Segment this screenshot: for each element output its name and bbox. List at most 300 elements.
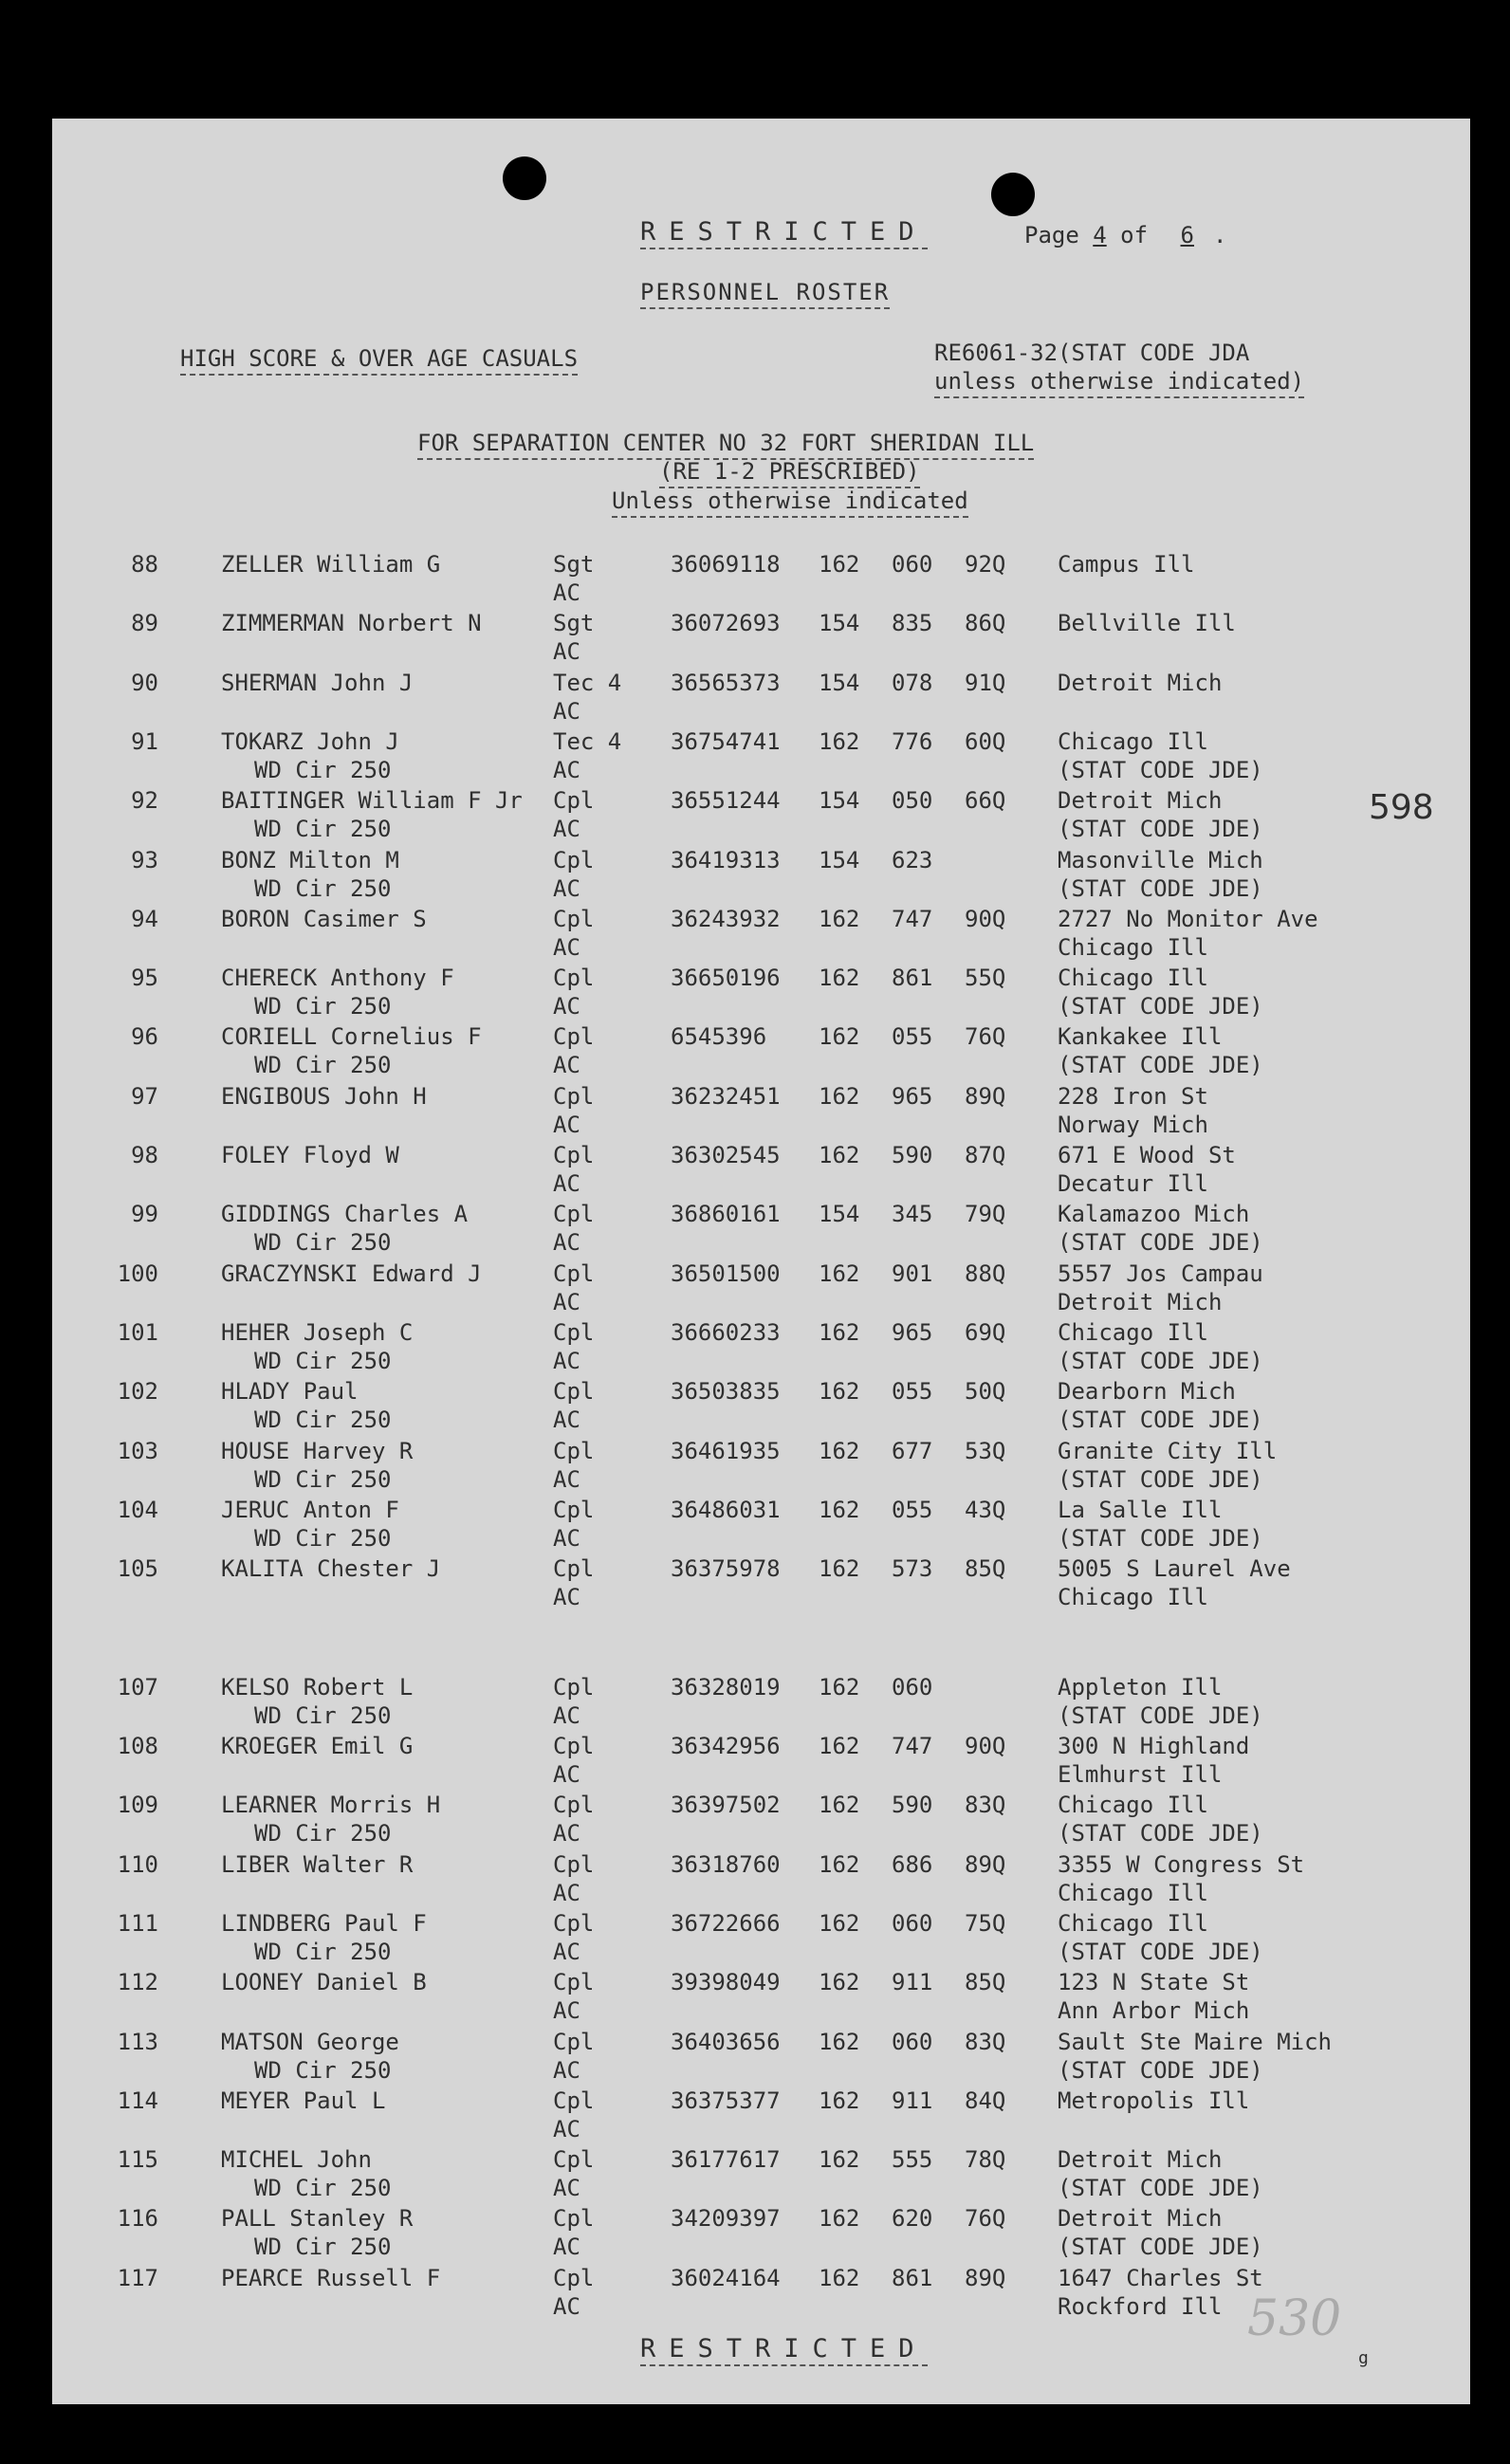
cell-serial: 36375377 bbox=[671, 2087, 781, 2114]
table-row bbox=[52, 1791, 1470, 1849]
cell-addr1: 300 N Highland bbox=[1058, 1733, 1250, 1759]
cell-num: 93 bbox=[131, 846, 158, 873]
cell-c1: 154 bbox=[819, 669, 860, 696]
table-row bbox=[52, 1318, 1470, 1377]
cell-c3: 85Q bbox=[965, 1555, 1006, 1583]
cell-c3: 89Q bbox=[965, 1850, 1006, 1878]
cell-rank: Cpl bbox=[553, 2264, 595, 2291]
table-row bbox=[52, 1377, 1470, 1436]
cell-serial: 36177617 bbox=[671, 2146, 781, 2174]
cell-serial: 36660233 bbox=[671, 1318, 781, 1346]
cell-addr2: (STAT CODE JDE) bbox=[1058, 874, 1263, 902]
cell-name: HOUSE Harvey R bbox=[221, 1437, 414, 1464]
cell-num: 99 bbox=[131, 1201, 158, 1228]
cell-name: LOONEY Daniel B bbox=[221, 1969, 427, 1996]
cell-c1: 162 bbox=[819, 1318, 860, 1346]
cell-name: LIBER Walter R bbox=[221, 1850, 414, 1878]
cell-addr1: 1647 Charles St bbox=[1058, 2264, 1263, 2291]
cell-addr2: Rockford Ill bbox=[1058, 2292, 1223, 2320]
cell-c2: 835 bbox=[892, 610, 933, 637]
cell-addr1: 5557 Jos Campau bbox=[1058, 1260, 1263, 1287]
cell-name: JERUC Anton F bbox=[221, 1496, 399, 1523]
cell-addr1: Chicago Ill bbox=[1058, 1909, 1208, 1937]
cell-name: PEARCE Russell F bbox=[221, 2264, 441, 2291]
cell-num: 108 bbox=[117, 1733, 158, 1759]
cell-branch: AC bbox=[553, 993, 580, 1021]
cell-rank: Cpl bbox=[553, 1023, 595, 1051]
cell-c1: 162 bbox=[819, 1023, 860, 1051]
cell-c1: 162 bbox=[819, 1378, 860, 1406]
cell-sub: WD Cir 250 bbox=[254, 1052, 392, 1079]
cell-rank: Cpl bbox=[553, 965, 595, 992]
cell-c1: 154 bbox=[819, 1201, 860, 1228]
cell-branch: AC bbox=[553, 2175, 580, 2202]
cell-rank: Sgt bbox=[553, 551, 595, 578]
cell-addr1: Kalamazoo Mich bbox=[1058, 1201, 1250, 1228]
cell-addr2: Chicago Ill bbox=[1058, 933, 1208, 961]
cell-c3: 83Q bbox=[965, 2028, 1006, 2055]
cell-rank: Cpl bbox=[553, 1555, 595, 1583]
table-row bbox=[52, 1732, 1470, 1791]
cell-branch: AC bbox=[553, 1170, 580, 1197]
cell-num: 107 bbox=[117, 1673, 158, 1701]
cell-addr1: 228 Iron St bbox=[1058, 1082, 1208, 1110]
cell-num: 105 bbox=[117, 1555, 158, 1583]
cell-addr2: (STAT CODE JDE) bbox=[1058, 1938, 1263, 1965]
cell-num: 104 bbox=[117, 1496, 158, 1523]
cell-addr2: (STAT CODE JDE) bbox=[1058, 1820, 1263, 1848]
cell-c3: 92Q bbox=[965, 551, 1006, 578]
cell-branch: AC bbox=[553, 2115, 580, 2142]
table-row bbox=[52, 786, 1470, 845]
cell-c3: 66Q bbox=[965, 787, 1006, 815]
cell-serial: 6545396 bbox=[671, 1023, 767, 1051]
table-row bbox=[52, 2145, 1470, 2204]
cell-addr2: Detroit Mich bbox=[1058, 1288, 1223, 1315]
cell-serial: 36302545 bbox=[671, 1142, 781, 1168]
cell-c2: 555 bbox=[892, 2146, 933, 2174]
cell-name: ZIMMERMAN Norbert N bbox=[221, 610, 482, 637]
cell-addr1: 123 N State St bbox=[1058, 1969, 1250, 1996]
cell-branch: AC bbox=[553, 1584, 580, 1611]
cell-rank: Cpl bbox=[553, 1378, 595, 1406]
cell-c3: 78Q bbox=[965, 2146, 1006, 2174]
roster-sheet bbox=[52, 119, 1470, 2404]
cell-rank: Cpl bbox=[553, 2146, 595, 2174]
cell-addr1: 3355 W Congress St bbox=[1058, 1850, 1305, 1878]
cell-addr1: 2727 No Monitor Ave bbox=[1058, 905, 1318, 932]
cell-rank: Cpl bbox=[553, 1201, 595, 1228]
cell-serial: 36375978 bbox=[671, 1555, 781, 1583]
cell-branch: AC bbox=[553, 1820, 580, 1848]
cell-addr1: Sault Ste Maire Mich bbox=[1058, 2028, 1332, 2055]
cell-c1: 162 bbox=[819, 1733, 860, 1759]
cell-c3: 84Q bbox=[965, 2087, 1006, 2114]
cell-c1: 162 bbox=[819, 1496, 860, 1523]
cell-addr2: (STAT CODE JDE) bbox=[1058, 2056, 1263, 2084]
cell-branch: AC bbox=[553, 1111, 580, 1138]
cell-addr2: Elmhurst Ill bbox=[1058, 1761, 1223, 1788]
cell-c3: 55Q bbox=[965, 965, 1006, 992]
cell-addr1: Detroit Mich bbox=[1058, 669, 1223, 696]
table-row bbox=[52, 2028, 1470, 2087]
cell-c1: 154 bbox=[819, 846, 860, 873]
cell-addr1: Detroit Mich bbox=[1058, 2146, 1223, 2174]
cell-branch: AC bbox=[553, 1288, 580, 1315]
cell-name: GRACZYNSKI Edward J bbox=[221, 1260, 482, 1287]
cell-c3: 69Q bbox=[965, 1318, 1006, 1346]
cell-rank: Cpl bbox=[553, 2028, 595, 2055]
side-page-number: 598 bbox=[1369, 788, 1434, 827]
roster-title: PERSONNEL ROSTER bbox=[640, 278, 890, 309]
cell-serial: 36318760 bbox=[671, 1850, 781, 1878]
cell-num: 95 bbox=[131, 965, 158, 992]
cell-c3: 60Q bbox=[965, 727, 1006, 755]
table-row bbox=[52, 1496, 1470, 1554]
cell-serial: 36565373 bbox=[671, 669, 781, 696]
cell-num: 90 bbox=[131, 669, 158, 696]
cell-c2: 861 bbox=[892, 965, 933, 992]
cell-addr2: (STAT CODE JDE) bbox=[1058, 1347, 1263, 1374]
cell-serial: 39398049 bbox=[671, 1969, 781, 1996]
cell-c3: 50Q bbox=[965, 1378, 1006, 1406]
cell-branch: AC bbox=[553, 1347, 580, 1374]
cell-serial: 36486031 bbox=[671, 1496, 781, 1523]
cell-addr1: La Salle Ill bbox=[1058, 1496, 1223, 1523]
cell-serial: 36419313 bbox=[671, 846, 781, 873]
cell-branch: AC bbox=[553, 1701, 580, 1729]
cell-branch: AC bbox=[553, 756, 580, 783]
cell-serial: 36860161 bbox=[671, 1201, 781, 1228]
cell-num: 91 bbox=[131, 727, 158, 755]
cell-c2: 677 bbox=[892, 1437, 933, 1464]
cell-num: 92 bbox=[131, 787, 158, 815]
cell-c2: 965 bbox=[892, 1318, 933, 1346]
cell-addr1: Chicago Ill bbox=[1058, 1318, 1208, 1346]
cell-addr1: Masonville Mich bbox=[1058, 846, 1263, 873]
cell-branch: AC bbox=[553, 1879, 580, 1906]
cell-num: 115 bbox=[117, 2146, 158, 2174]
cell-c2: 055 bbox=[892, 1378, 933, 1406]
cell-name: CHERECK Anthony F bbox=[221, 965, 454, 992]
cell-c3: 76Q bbox=[965, 1023, 1006, 1051]
table-row bbox=[52, 846, 1470, 905]
cell-sub: WD Cir 250 bbox=[254, 1820, 392, 1848]
cell-c2: 747 bbox=[892, 1733, 933, 1759]
cell-num: 112 bbox=[117, 1969, 158, 1996]
cell-name: ZELLER William G bbox=[221, 551, 441, 578]
cell-sub: WD Cir 250 bbox=[254, 1524, 392, 1552]
cell-serial: 36461935 bbox=[671, 1437, 781, 1464]
left-title: HIGH SCORE & OVER AGE CASUALS bbox=[180, 344, 578, 376]
center-line-3: Unless otherwise indicated bbox=[612, 487, 968, 518]
page-of: of bbox=[1120, 222, 1149, 248]
cell-name: KALITA Chester J bbox=[221, 1555, 441, 1583]
cell-c1: 162 bbox=[819, 1909, 860, 1937]
cell-num: 88 bbox=[131, 551, 158, 578]
table-row bbox=[52, 905, 1470, 964]
table-row bbox=[52, 669, 1470, 727]
cell-sub: WD Cir 250 bbox=[254, 1938, 392, 1965]
restricted-footer: RESTRICTED bbox=[640, 2335, 928, 2366]
cell-addr1: Appleton Ill bbox=[1058, 1673, 1223, 1701]
cell-serial: 36503835 bbox=[671, 1378, 781, 1406]
cell-name: FOLEY Floyd W bbox=[221, 1142, 399, 1168]
table-row bbox=[52, 1082, 1470, 1141]
cell-c2: 901 bbox=[892, 1260, 933, 1287]
cell-c1: 162 bbox=[819, 1082, 860, 1110]
cell-rank: Cpl bbox=[553, 1850, 595, 1878]
cell-addr1: Campus Ill bbox=[1058, 551, 1195, 578]
cell-c2: 623 bbox=[892, 846, 933, 873]
cell-name: MATSON George bbox=[221, 2028, 399, 2055]
cell-c3: 76Q bbox=[965, 2205, 1006, 2233]
cell-c2: 060 bbox=[892, 1909, 933, 1937]
cell-c1: 162 bbox=[819, 1969, 860, 1996]
cell-branch: AC bbox=[553, 874, 580, 902]
cell-branch: AC bbox=[553, 2234, 580, 2261]
cell-c2: 590 bbox=[892, 1142, 933, 1168]
cell-c2: 060 bbox=[892, 551, 933, 578]
cell-addr1: Detroit Mich bbox=[1058, 787, 1223, 815]
cell-c1: 162 bbox=[819, 1260, 860, 1287]
cell-serial: 36403656 bbox=[671, 2028, 781, 2055]
cell-c1: 162 bbox=[819, 905, 860, 932]
cell-name: MICHEL John bbox=[221, 2146, 372, 2174]
table-row bbox=[52, 1200, 1470, 1259]
cell-sub: WD Cir 250 bbox=[254, 874, 392, 902]
cell-rank: Tec 4 bbox=[553, 669, 622, 696]
cell-name: KELSO Robert L bbox=[221, 1673, 414, 1701]
cell-name: LEARNER Morris H bbox=[221, 1792, 441, 1819]
cell-addr2: (STAT CODE JDE) bbox=[1058, 1465, 1263, 1493]
cell-addr1: Bellville Ill bbox=[1058, 610, 1236, 637]
cell-rank: Cpl bbox=[553, 1142, 595, 1168]
cell-serial: 36501500 bbox=[671, 1260, 781, 1287]
cell-branch: AC bbox=[553, 2056, 580, 2084]
cell-c2: 911 bbox=[892, 1969, 933, 1996]
cell-serial: 36243932 bbox=[671, 905, 781, 932]
cell-sub: WD Cir 250 bbox=[254, 1701, 392, 1729]
cell-c2: 686 bbox=[892, 1850, 933, 1878]
cell-serial: 36342956 bbox=[671, 1733, 781, 1759]
cell-c3: 90Q bbox=[965, 1733, 1006, 1759]
cell-serial: 36072693 bbox=[671, 610, 781, 637]
cell-num: 96 bbox=[131, 1023, 158, 1051]
cell-sub: WD Cir 250 bbox=[254, 2056, 392, 2084]
cell-sub: WD Cir 250 bbox=[254, 756, 392, 783]
cell-addr2: (STAT CODE JDE) bbox=[1058, 1524, 1263, 1552]
cell-rank: Cpl bbox=[553, 787, 595, 815]
cell-c1: 162 bbox=[819, 965, 860, 992]
cell-num: 117 bbox=[117, 2264, 158, 2291]
cell-addr2: (STAT CODE JDE) bbox=[1058, 2175, 1263, 2202]
cell-rank: Cpl bbox=[553, 1082, 595, 1110]
code-line-2: unless otherwise indicated) bbox=[934, 367, 1304, 398]
cell-branch: AC bbox=[553, 1761, 580, 1788]
cell-addr2: Chicago Ill bbox=[1058, 1879, 1208, 1906]
cell-c1: 162 bbox=[819, 1555, 860, 1583]
cell-rank: Cpl bbox=[553, 1260, 595, 1287]
cell-name: SHERMAN John J bbox=[221, 669, 414, 696]
cell-addr2: Norway Mich bbox=[1058, 1111, 1208, 1138]
cell-num: 114 bbox=[117, 2087, 158, 2114]
cell-c2: 776 bbox=[892, 727, 933, 755]
cell-c2: 573 bbox=[892, 1555, 933, 1583]
cell-name: LINDBERG Paul F bbox=[221, 1909, 427, 1937]
cell-num: 102 bbox=[117, 1378, 158, 1406]
cell-serial: 36397502 bbox=[671, 1792, 781, 1819]
cell-c3: 86Q bbox=[965, 610, 1006, 637]
cell-c2: 590 bbox=[892, 1792, 933, 1819]
cell-name: HLADY Paul bbox=[221, 1378, 359, 1406]
cell-c3: 91Q bbox=[965, 669, 1006, 696]
cell-c3: 87Q bbox=[965, 1142, 1006, 1168]
table-row bbox=[52, 727, 1470, 786]
cell-branch: AC bbox=[553, 1407, 580, 1434]
cell-rank: Cpl bbox=[553, 846, 595, 873]
cell-c1: 162 bbox=[819, 727, 860, 755]
cell-c2: 345 bbox=[892, 1201, 933, 1228]
cell-num: 94 bbox=[131, 905, 158, 932]
cell-addr2: (STAT CODE JDE) bbox=[1058, 816, 1263, 843]
center-line-2: (RE 1-2 PRESCRIBED) bbox=[659, 457, 920, 488]
cell-addr1: Granite City Ill bbox=[1058, 1437, 1278, 1464]
page-number: 4 bbox=[1093, 222, 1107, 248]
cell-c2: 620 bbox=[892, 2205, 933, 2233]
cell-addr1: 5005 S Laurel Ave bbox=[1058, 1555, 1291, 1583]
cell-c1: 154 bbox=[819, 610, 860, 637]
cell-rank: Cpl bbox=[553, 1909, 595, 1937]
table-row bbox=[52, 2204, 1470, 2263]
cell-addr1: 671 E Wood St bbox=[1058, 1142, 1236, 1168]
cell-c3: 85Q bbox=[965, 1969, 1006, 1996]
cell-serial: 36722666 bbox=[671, 1909, 781, 1937]
cell-c1: 162 bbox=[819, 2087, 860, 2114]
page-total: 6 bbox=[1180, 222, 1194, 248]
cell-c3: 89Q bbox=[965, 2264, 1006, 2291]
cell-c2: 965 bbox=[892, 1082, 933, 1110]
table-row bbox=[52, 964, 1470, 1022]
punch-hole-left bbox=[503, 156, 546, 200]
cell-rank: Cpl bbox=[553, 1318, 595, 1346]
table-row bbox=[52, 550, 1470, 609]
cell-serial: 36551244 bbox=[671, 787, 781, 815]
code-line-1: RE6061-32(STAT CODE JDA bbox=[934, 340, 1250, 366]
cell-num: 113 bbox=[117, 2028, 158, 2055]
cell-c1: 162 bbox=[819, 2028, 860, 2055]
cell-num: 109 bbox=[117, 1792, 158, 1819]
cell-addr2: (STAT CODE JDE) bbox=[1058, 1052, 1263, 1079]
cell-c3: 43Q bbox=[965, 1496, 1006, 1523]
cell-addr2: (STAT CODE JDE) bbox=[1058, 993, 1263, 1021]
restricted-header: RESTRICTED bbox=[640, 218, 928, 249]
cell-name: BAITINGER William F Jr bbox=[221, 787, 523, 815]
table-row bbox=[52, 1968, 1470, 2027]
cell-addr2: (STAT CODE JDE) bbox=[1058, 1229, 1263, 1257]
cell-addr1: Detroit Mich bbox=[1058, 2205, 1223, 2233]
cell-serial: 36069118 bbox=[671, 551, 781, 578]
cell-num: 101 bbox=[117, 1318, 158, 1346]
cell-name: TOKARZ John J bbox=[221, 727, 399, 755]
cell-c1: 162 bbox=[819, 2264, 860, 2291]
cell-branch: AC bbox=[553, 1997, 580, 2025]
cell-addr1: Chicago Ill bbox=[1058, 1792, 1208, 1819]
cell-branch: AC bbox=[553, 579, 580, 606]
cell-addr1: Chicago Ill bbox=[1058, 965, 1208, 992]
page-indicator: Page 4 of 6 . bbox=[1024, 222, 1227, 248]
cell-sub: WD Cir 250 bbox=[254, 816, 392, 843]
cell-c2: 747 bbox=[892, 905, 933, 932]
table-row bbox=[52, 1850, 1470, 1909]
cell-addr2: Ann Arbor Mich bbox=[1058, 1997, 1250, 2025]
cell-sub: WD Cir 250 bbox=[254, 993, 392, 1021]
cell-rank: Tec 4 bbox=[553, 727, 622, 755]
table-row bbox=[52, 1437, 1470, 1496]
cell-sub: WD Cir 250 bbox=[254, 1407, 392, 1434]
cell-c3: 53Q bbox=[965, 1437, 1006, 1464]
cell-branch: AC bbox=[553, 2292, 580, 2320]
cell-c1: 162 bbox=[819, 1673, 860, 1701]
cell-c1: 162 bbox=[819, 1792, 860, 1819]
cell-serial: 36754741 bbox=[671, 727, 781, 755]
cell-addr2: (STAT CODE JDE) bbox=[1058, 2234, 1263, 2261]
cell-branch: AC bbox=[553, 1229, 580, 1257]
cell-c1: 154 bbox=[819, 787, 860, 815]
cell-serial: 36328019 bbox=[671, 1673, 781, 1701]
cell-serial: 34209397 bbox=[671, 2205, 781, 2233]
cell-rank: Cpl bbox=[553, 1673, 595, 1701]
cell-c1: 162 bbox=[819, 1142, 860, 1168]
cell-sub: WD Cir 250 bbox=[254, 1347, 392, 1374]
cell-num: 116 bbox=[117, 2205, 158, 2233]
cell-branch: AC bbox=[553, 1524, 580, 1552]
cell-name: PALL Stanley R bbox=[221, 2205, 414, 2233]
cell-addr2: Decatur Ill bbox=[1058, 1170, 1208, 1197]
cell-name: ENGIBOUS John H bbox=[221, 1082, 427, 1110]
table-row bbox=[52, 609, 1470, 668]
cell-c1: 162 bbox=[819, 551, 860, 578]
page-prefix: Page bbox=[1024, 222, 1079, 248]
cell-num: 97 bbox=[131, 1082, 158, 1110]
cell-addr1: Dearborn Mich bbox=[1058, 1378, 1236, 1406]
cell-branch: AC bbox=[553, 1938, 580, 1965]
cell-rank: Cpl bbox=[553, 1969, 595, 1996]
cell-serial: 36650196 bbox=[671, 965, 781, 992]
cell-rank: Cpl bbox=[553, 905, 595, 932]
cell-num: 89 bbox=[131, 610, 158, 637]
cell-c2: 911 bbox=[892, 2087, 933, 2114]
cell-name: BONZ Milton M bbox=[221, 846, 399, 873]
cell-num: 98 bbox=[131, 1142, 158, 1168]
cell-name: GIDDINGS Charles A bbox=[221, 1201, 469, 1228]
cell-c2: 050 bbox=[892, 787, 933, 815]
cell-name: HEHER Joseph C bbox=[221, 1318, 414, 1346]
cell-branch: AC bbox=[553, 697, 580, 725]
cell-name: CORIELL Cornelius F bbox=[221, 1023, 482, 1051]
cell-c2: 861 bbox=[892, 2264, 933, 2291]
cell-sub: WD Cir 250 bbox=[254, 1229, 392, 1257]
cell-rank: Sgt bbox=[553, 610, 595, 637]
handwritten-number: 530 bbox=[1247, 2290, 1342, 2347]
cell-addr2: (STAT CODE JDE) bbox=[1058, 1407, 1263, 1434]
cell-addr1: Chicago Ill bbox=[1058, 727, 1208, 755]
table-row bbox=[52, 2087, 1470, 2145]
cell-sub: WD Cir 250 bbox=[254, 2234, 392, 2261]
cell-c3: 79Q bbox=[965, 1201, 1006, 1228]
table-row bbox=[52, 1909, 1470, 1968]
cell-addr2: Chicago Ill bbox=[1058, 1584, 1208, 1611]
